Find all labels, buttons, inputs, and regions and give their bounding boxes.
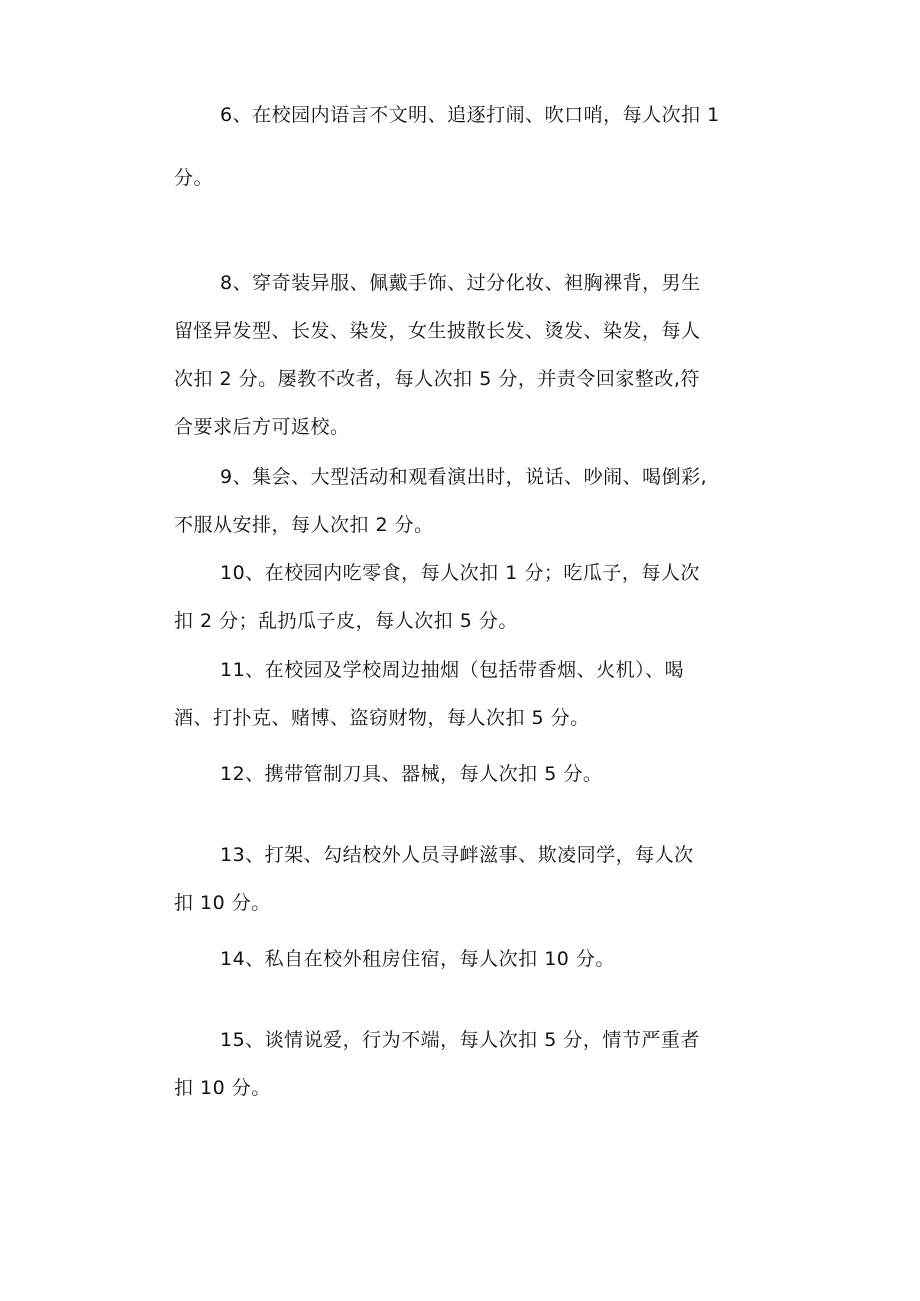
item-12-line-1: 12、携带管制刀具、器械，每人次扣 5 分。 [220, 763, 603, 785]
item-6-line-2: 分。 [174, 167, 214, 189]
item-15-line-1: 15、谈情说爱，行为不端，每人次扣 5 分，情节严重者 [220, 1029, 700, 1051]
item-10-line-2: 扣 2 分；乱扔瓜子皮，每人次扣 5 分。 [174, 610, 518, 632]
item-8-line-2: 留怪异发型、长发、染发，女生披散长发、烫发、染发，每人 [174, 320, 701, 342]
item-13-line-2: 扣 10 分。 [174, 892, 271, 914]
item-11-line-2: 酒、打扑克、赌博、盗窃财物，每人次扣 5 分。 [174, 707, 590, 729]
item-8-line-1: 8、穿奇装异服、佩戴手饰、过分化妆、袒胸裸背，男生 [220, 272, 701, 294]
item-8-line-4: 合要求后方可返校。 [174, 416, 350, 438]
item-9-line-2: 不服从安排，每人次扣 2 分。 [174, 514, 434, 536]
item-6-line-1: 6、在校园内语言不文明、追逐打闹、吹口哨，每人次扣 1 [220, 104, 720, 126]
item-11-line-1: 11、在校园及学校周边抽烟（包括带香烟、火机）、喝 [220, 659, 685, 681]
item-9-line-1: 9、集会、大型活动和观看演出时，说话、吵闹、喝倒彩, [220, 466, 708, 488]
item-10-line-1: 10、在校园内吃零食，每人次扣 1 分；吃瓜子，每人次 [220, 562, 700, 584]
item-14-line-1: 14、私自在校外租房住宿，每人次扣 10 分。 [220, 948, 615, 970]
item-8-line-3: 次扣 2 分。屡教不改者，每人次扣 5 分，并责令回家整改,符 [174, 368, 700, 390]
item-15-line-2: 扣 10 分。 [174, 1077, 271, 1099]
item-13-line-1: 13、打架、勾结校外人员寻衅滋事、欺凌同学，每人次 [220, 844, 694, 866]
